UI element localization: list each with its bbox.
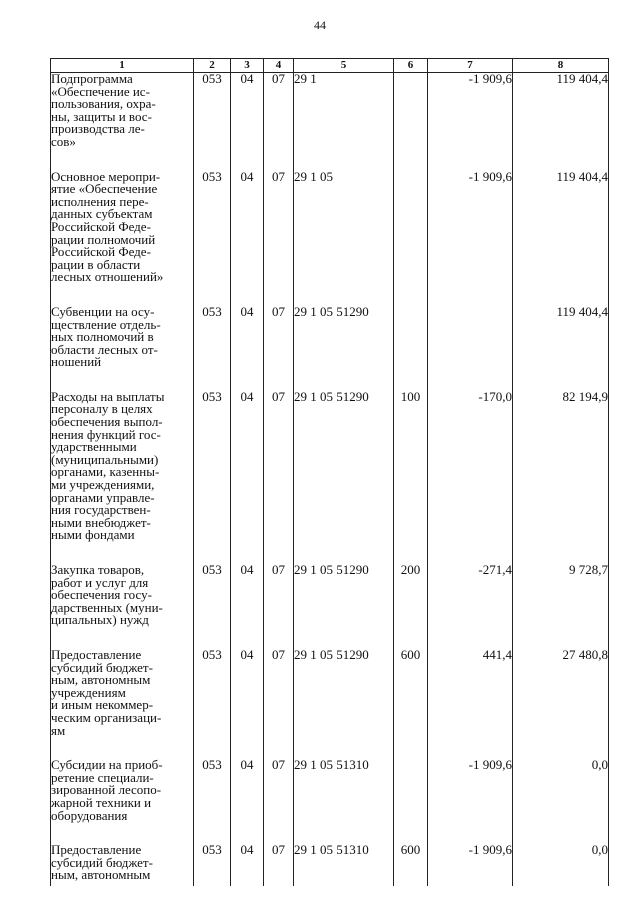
item-name-line: персоналу в целях [51,401,153,417]
cell-target-article: 29 1 05 [294,171,394,284]
item-name-line: органами управле- [51,489,155,505]
item-name-line: дарственных (муни- [51,599,163,615]
gap-cell [294,822,394,844]
gap-cell [428,737,513,759]
item-name-line: субсидий бюджет- [51,854,153,870]
cell-expense-type [394,759,428,822]
table-row [51,649,609,737]
cell-item-name [51,73,194,149]
item-name-line: производства ле- [51,121,145,137]
item-name-line: ношений [51,354,102,370]
header-col-3: 3 [231,59,264,73]
cell-item-name [51,168,194,285]
gap-cell [51,284,194,306]
table-row [51,306,609,369]
cell-change-amount [428,306,513,369]
row-gap [51,822,609,844]
gap-cell [394,627,428,649]
gap-cell [231,542,264,564]
item-name-line: сов» [51,133,76,149]
item-name-line: ных полномочий в [51,329,154,345]
cell-section: 04 [231,391,264,542]
gap-cell [194,369,231,391]
header-col-4: 4 [264,59,294,73]
item-name-line: жарной техники и [51,794,152,810]
cell-subsection: 07 [264,759,294,822]
cell-change-amount: -1 909,6 [428,844,513,882]
cell-subsection: 07 [264,649,294,737]
item-name-line: ния государствен- [51,502,151,518]
cell-item-name [51,646,194,738]
item-name-line: Субсидии на приоб- [51,757,163,773]
cell-item-name [51,388,194,543]
item-name-line: ципальных) нужд [51,612,149,628]
table-header [51,59,609,73]
gap-cell [513,822,609,844]
gap-cell [394,882,428,886]
gap-cell [264,627,294,649]
cell-section: 04 [231,649,264,737]
table-row [51,844,609,882]
gap-cell [51,627,194,649]
gap-cell [294,149,394,171]
gap-cell [231,822,264,844]
gap-cell [513,149,609,171]
gap-cell [51,542,194,564]
table-row [51,564,609,627]
gap-cell [231,737,264,759]
table-body [51,73,609,886]
cell-subsection: 07 [264,73,294,149]
row-gap [51,627,609,649]
gap-cell [51,822,194,844]
gap-cell [513,882,609,886]
gap-cell [264,542,294,564]
gap-cell [231,882,264,886]
cell-expense-type [394,73,428,149]
cell-total-amount: 119 404,4 [513,171,609,284]
item-name-line: «Обеспечение ис- [51,83,150,99]
cell-target-article: 29 1 05 51310 [294,844,394,882]
item-name-line: пользования, охра- [51,96,156,112]
gap-cell [394,737,428,759]
gap-cell [51,149,194,171]
item-name-line: зированной лесопо- [51,782,162,798]
cell-subsection: 07 [264,171,294,284]
gap-cell [231,149,264,171]
cell-item-name [51,564,194,627]
budget-table [50,58,609,886]
item-name-line: Российской Феде- [51,218,151,234]
gap-cell [394,369,428,391]
item-name-line: рации полномочий [51,231,156,247]
cell-target-article: 29 1 05 51290 [294,564,394,627]
item-name-line: Предоставление [51,646,142,662]
item-name-line: ми учреждениями, [51,477,155,493]
gap-cell [264,149,294,171]
cell-total-amount: 0,0 [513,844,609,882]
gap-cell [513,737,609,759]
header-col-8: 8 [513,59,609,73]
gap-cell [428,149,513,171]
cell-target-article: 29 1 05 51310 [294,759,394,822]
gap-cell [513,369,609,391]
table-row [51,171,609,284]
item-name-line: ными внебюджет- [51,514,151,530]
row-gap [51,149,609,171]
item-name-line: Основное меропри- [51,168,161,184]
gap-cell [513,627,609,649]
row-gap [51,882,609,886]
item-name-line: рации в области [51,256,141,272]
item-name-line: Субвенции на осу- [51,303,155,319]
header-row [51,59,609,73]
cell-item-name [51,759,194,822]
cell-subsection: 07 [264,391,294,542]
table-row [51,759,609,822]
cell-item-name [51,844,194,882]
row-gap [51,284,609,306]
table-row [51,391,609,542]
gap-cell [264,822,294,844]
cell-ministry-code: 053 [194,306,231,369]
gap-cell [294,369,394,391]
table-row [51,73,609,149]
gap-cell [264,882,294,886]
gap-cell [394,822,428,844]
item-name-line: исполнения пере- [51,193,149,209]
cell-expense-type: 600 [394,649,428,737]
gap-cell [231,627,264,649]
item-name-line: Российской Феде- [51,244,151,260]
gap-cell [264,369,294,391]
header-col-2: 2 [194,59,231,73]
gap-cell [394,284,428,306]
gap-cell [428,627,513,649]
cell-total-amount: 82 194,9 [513,391,609,542]
gap-cell [428,284,513,306]
gap-cell [231,369,264,391]
cell-section: 04 [231,171,264,284]
item-name-line: ным, автономным [51,867,151,883]
item-name-line: обеспечения госу- [51,587,152,603]
page-number: 44 [314,18,326,32]
item-name-line: ны, защиты и вос- [51,108,152,124]
cell-ministry-code: 053 [194,73,231,149]
gap-cell [51,882,194,886]
cell-change-amount: -1 909,6 [428,759,513,822]
item-name-line: ям [51,722,66,738]
item-name-line: Закупка товаров, [51,562,145,577]
gap-cell [513,284,609,306]
item-name-line: работ и услуг для [51,574,149,590]
item-name-line: Предоставление [51,842,142,858]
gap-cell [294,737,394,759]
row-gap [51,542,609,564]
item-name-line: ным, автономным [51,672,151,688]
gap-cell [294,627,394,649]
cell-section: 04 [231,73,264,149]
gap-cell [428,822,513,844]
item-name-line: ными фондами [51,527,135,543]
gap-cell [294,284,394,306]
item-name-line: лесных отношений» [51,269,164,285]
item-name-line: ятие «Обеспечение [51,181,158,197]
cell-target-article: 29 1 05 51290 [294,649,394,737]
gap-cell [194,149,231,171]
gap-cell [51,369,194,391]
gap-cell [513,542,609,564]
gap-cell [194,822,231,844]
item-name-line: субсидий бюджет- [51,659,153,675]
item-name-line: Подпрограмма [51,71,133,86]
cell-total-amount: 9 728,7 [513,564,609,627]
item-name-line: ретение специали- [51,769,154,785]
item-name-line: Расходы на выплаты [51,388,165,404]
gap-cell [194,882,231,886]
cell-total-amount: 27 480,8 [513,649,609,737]
gap-cell [294,882,394,886]
cell-expense-type [394,306,428,369]
item-name-line: и иным некоммер- [51,697,154,713]
header-col-7: 7 [428,59,513,73]
cell-ministry-code: 053 [194,649,231,737]
cell-target-article: 29 1 [294,73,394,149]
cell-target-article: 29 1 05 51290 [294,391,394,542]
item-name-line: (муниципальными) [51,451,159,467]
cell-change-amount: 441,4 [428,649,513,737]
cell-section: 04 [231,759,264,822]
cell-ministry-code: 053 [194,564,231,627]
cell-section: 04 [231,564,264,627]
item-name-line: ударственными [51,439,137,455]
cell-ministry-code: 053 [194,759,231,822]
gap-cell [294,542,394,564]
gap-cell [428,882,513,886]
item-name-line: данных субъектам [51,206,153,222]
cell-expense-type: 200 [394,564,428,627]
cell-subsection: 07 [264,564,294,627]
cell-total-amount: 119 404,4 [513,73,609,149]
cell-change-amount: -170,0 [428,391,513,542]
gap-cell [394,149,428,171]
cell-expense-type [394,171,428,284]
item-name-line: обеспечения выпол- [51,414,163,430]
cell-ministry-code: 053 [194,391,231,542]
item-name-line: области лесных от- [51,341,158,357]
cell-section: 04 [231,844,264,882]
cell-ministry-code: 053 [194,844,231,882]
gap-cell [194,627,231,649]
header-col-5: 5 [294,59,394,73]
item-name-line: ществление отдель- [51,316,161,332]
item-name-line: нения функций гос- [51,426,161,442]
cell-total-amount: 0,0 [513,759,609,822]
gap-cell [428,369,513,391]
item-name-line: учреждениям [51,684,126,700]
cell-ministry-code: 053 [194,171,231,284]
gap-cell [231,284,264,306]
item-name-line: оборудования [51,807,128,823]
cell-total-amount: 119 404,4 [513,306,609,369]
gap-cell [194,284,231,306]
row-gap [51,737,609,759]
header-col-6: 6 [394,59,428,73]
gap-cell [264,284,294,306]
gap-cell [428,542,513,564]
gap-cell [194,542,231,564]
cell-section: 04 [231,306,264,369]
row-gap [51,369,609,391]
cell-expense-type: 100 [394,391,428,542]
header-col-1: 1 [51,59,194,73]
item-name-line: ческим организаци- [51,709,162,725]
gap-cell [394,542,428,564]
cell-change-amount: -1 909,6 [428,73,513,149]
gap-cell [194,737,231,759]
cell-subsection: 07 [264,306,294,369]
cell-item-name [51,303,194,370]
cell-expense-type: 600 [394,844,428,882]
gap-cell [264,737,294,759]
cell-change-amount: -271,4 [428,564,513,627]
cell-change-amount: -1 909,6 [428,171,513,284]
gap-cell [51,737,194,759]
cell-target-article: 29 1 05 51290 [294,306,394,369]
item-name-line: органами, казенны- [51,464,160,480]
cell-subsection: 07 [264,844,294,882]
